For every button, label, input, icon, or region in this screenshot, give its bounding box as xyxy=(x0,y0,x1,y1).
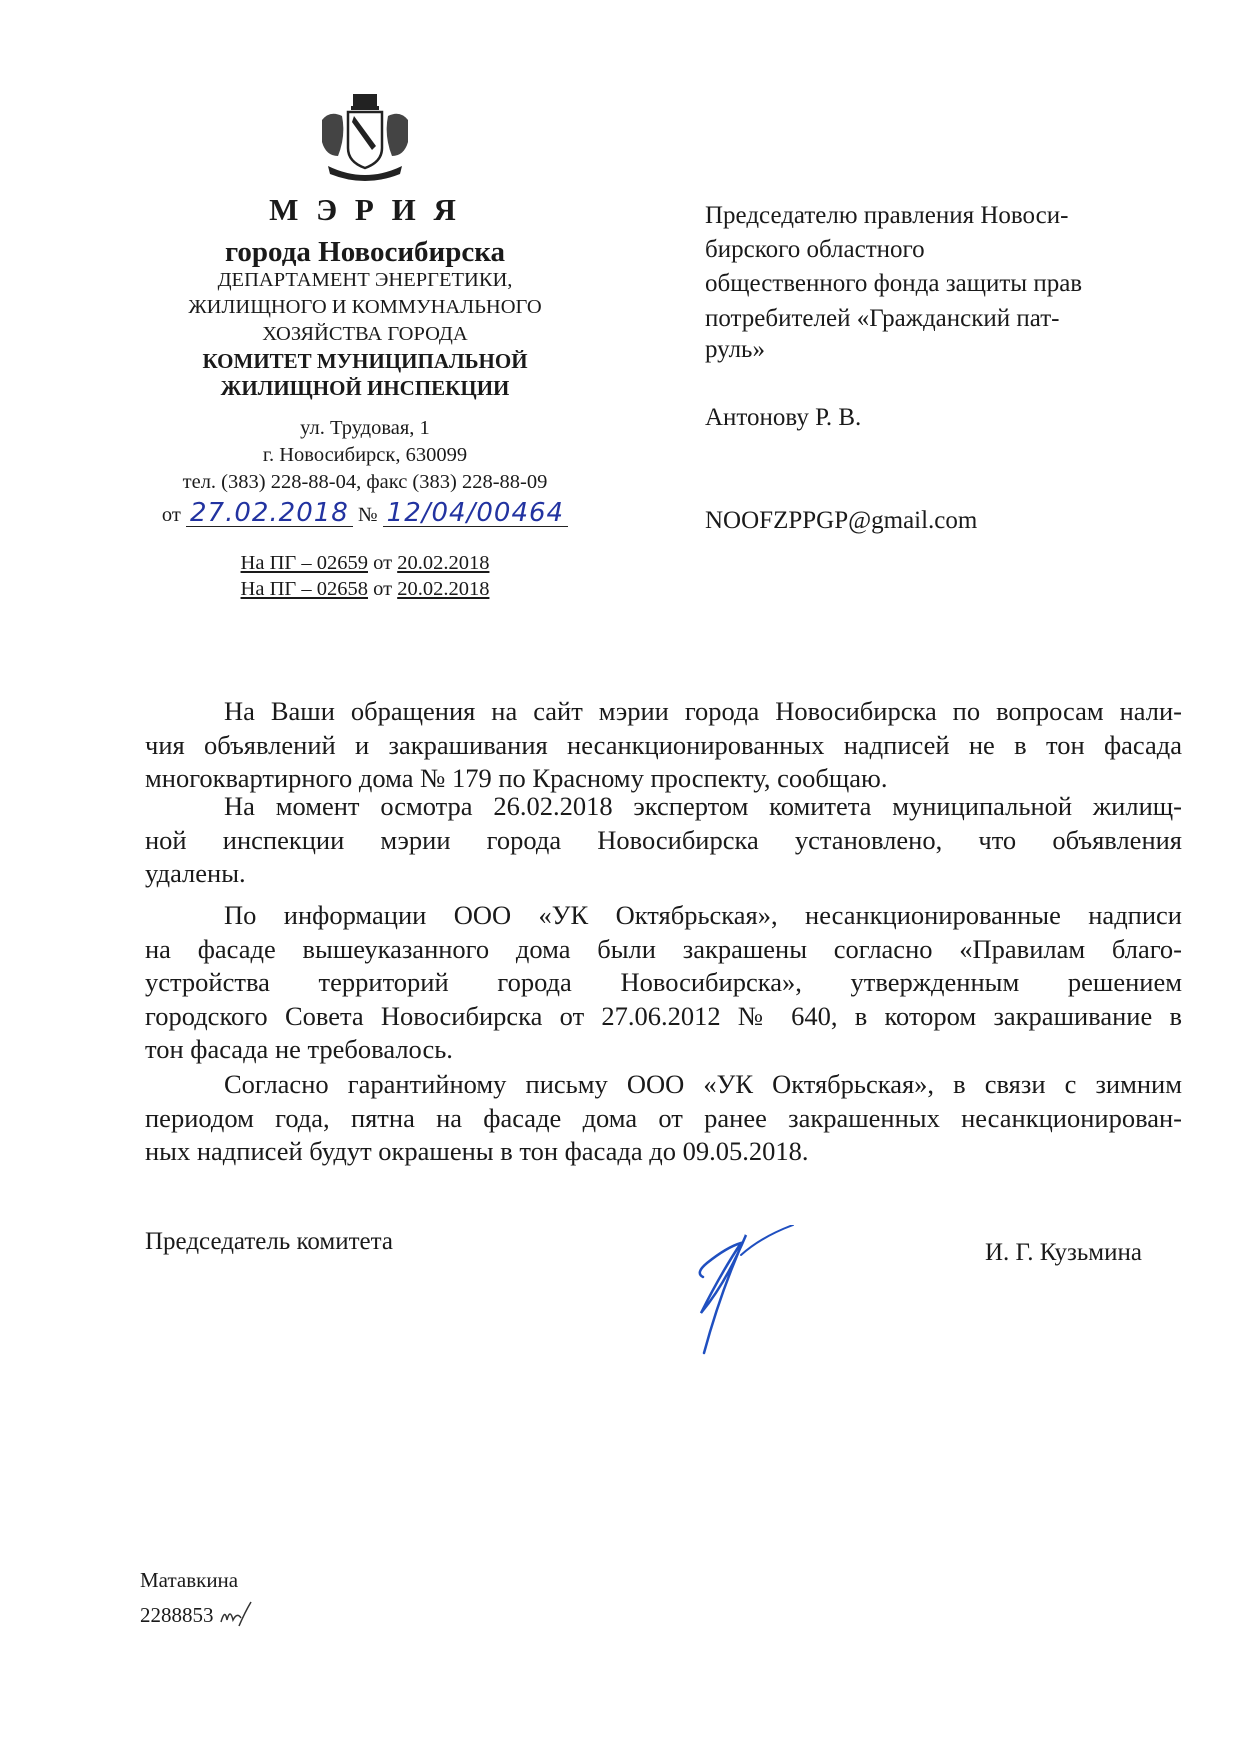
body-line: тон фасада не требовалось. xyxy=(145,1034,453,1064)
addressee-line: общественного фонда защиты прав xyxy=(705,270,1083,297)
body-line: устройства территорий города Новосибирска», утвержденным решением xyxy=(145,967,1182,997)
body-line: многоквартирного дома № 179 по Красному проспекту, сообщаю. xyxy=(145,763,888,793)
phone-fax-line: тел. (383) 228-88-04, факс (383) 228-88-09 xyxy=(182,471,548,493)
outgoing-number-row xyxy=(130,500,600,527)
body-paragraph xyxy=(145,1068,1182,1169)
reference-from: от xyxy=(373,578,393,600)
body-line: на фасаде вышеуказанного дома были закрашены согласно «Правилам благо- xyxy=(145,933,1182,964)
addressee-line: потребителей «Гражданский пат- xyxy=(705,305,1060,332)
reference-from: от xyxy=(373,552,393,574)
addressee-name: Антонову Р. В. xyxy=(705,404,862,431)
body-line: ной инспекции мэрии города Новосибирска установлено, что объявления xyxy=(145,824,1182,855)
executor-initials-mark xyxy=(219,1600,253,1630)
reference-row xyxy=(130,579,600,600)
executor-phone-number: 2288853 xyxy=(140,1603,214,1627)
reference-row xyxy=(130,553,600,574)
signatory-name: И. Г. Кузьмина xyxy=(985,1239,1142,1266)
executor-phone xyxy=(140,1600,253,1630)
handwritten-signature xyxy=(695,1225,820,1355)
address-line: ул. Трудовая, 1 xyxy=(300,417,430,439)
address-line: г. Новосибирск, 630099 xyxy=(262,444,468,466)
executor-name: Матавкина xyxy=(140,1568,239,1592)
signatory-position: Председатель комитета xyxy=(145,1228,393,1255)
body-line: городского Совета Новосибирска от 27.06.2012 № 640, в котором закрашивание в xyxy=(145,1000,1182,1031)
addressee-line: бирского областного xyxy=(705,236,925,263)
body-line: периодом года, пятна на фасаде дома от ранее закрашенных несанкционирован- xyxy=(145,1102,1182,1133)
body-paragraph xyxy=(145,790,1182,891)
body-line: На момент осмотра 26.02.2018 экспертом комитета муниципальной жилищ- xyxy=(224,791,1182,821)
committee-line: ЖИЛИЩНОЙ ИНСПЕКЦИИ xyxy=(220,376,510,400)
body-line: Согласно гарантийному письму ООО «УК Октябрьская», в связи с зимним xyxy=(224,1069,1182,1099)
number-prefix: № xyxy=(357,504,378,526)
reference-date: 20.02.2018 xyxy=(397,552,490,574)
handwritten-number: 12/04/00464 xyxy=(383,500,568,527)
committee-line: КОМИТЕТ МУНИЦИПАЛЬНОЙ xyxy=(202,349,528,373)
org-city: города Новосибирска xyxy=(224,236,506,268)
org-title: М Э Р И Я xyxy=(269,192,461,227)
body-line: По информации ООО «УК Октябрьская», несанкционированные надписи xyxy=(224,900,1182,930)
reference-date: 20.02.2018 xyxy=(397,578,490,600)
coat-of-arms-emblem xyxy=(318,92,412,182)
date-prefix: от xyxy=(161,504,181,526)
addressee-line: Председателю правления Новоси- xyxy=(705,202,1069,229)
body-paragraph xyxy=(145,899,1182,1067)
department-line: ХОЗЯЙСТВА ГОРОДА xyxy=(262,323,468,345)
department-line: ДЕПАРТАМЕНТ ЭНЕРГЕТИКИ, xyxy=(217,269,513,291)
reference-number: На ПГ – 02659 xyxy=(240,552,368,574)
handwritten-date: 27.02.2018 xyxy=(186,500,353,527)
body-paragraph xyxy=(145,695,1182,796)
body-line: На Ваши обращения на сайт мэрии города Новосибирска по вопросам нали- xyxy=(224,696,1182,726)
body-line: удалены. xyxy=(145,858,246,888)
addressee-line: руль» xyxy=(705,336,765,363)
department-line: ЖИЛИЩНОГО И КОММУНАЛЬНОГО xyxy=(188,296,542,318)
body-line: ных надписей будут окрашены в тон фасада до 09.05.2018. xyxy=(145,1136,809,1166)
body-line: чия объявлений и закрашивания несанкционированных надписей не в тон фасада xyxy=(145,729,1182,760)
addressee-email: NOOFZPPGP@gmail.com xyxy=(705,507,978,534)
reference-number: На ПГ – 02658 xyxy=(240,578,368,600)
